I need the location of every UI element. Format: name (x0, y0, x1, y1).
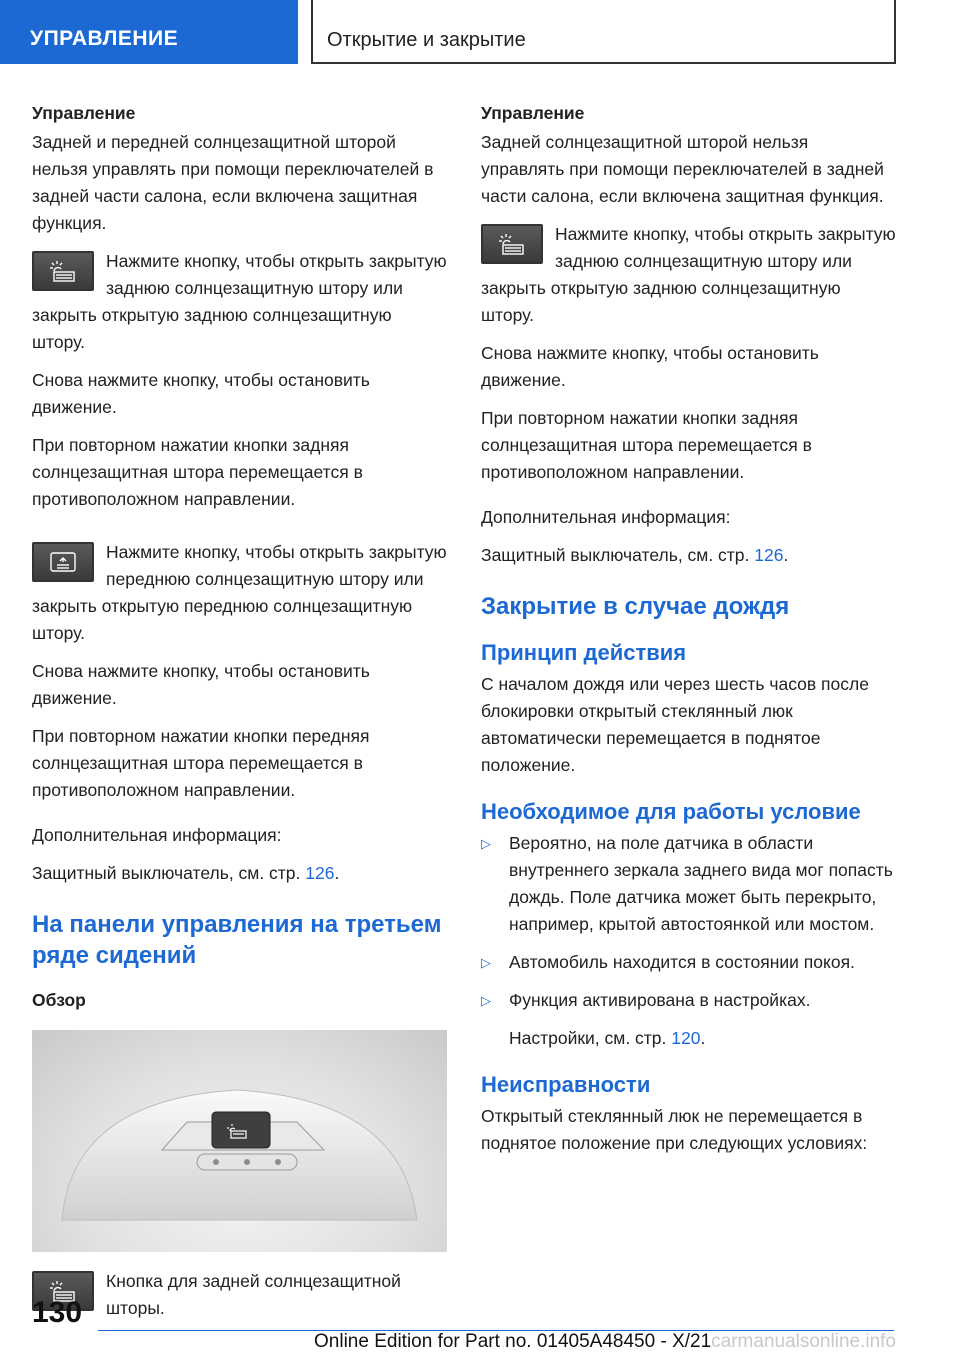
rain-closing-heading: Закрытие в случае дождя (481, 593, 790, 620)
more-info-label-right: Дополнительная информация: (481, 507, 731, 527)
rear-shade-text: Нажмите кнопку, чтобы открыть закрытую заднюю солнцезащитную штору или закрыть открытую заднюю солнцезащитную штору. (32, 251, 447, 352)
rear-reverse-text: При повторном нажатии кнопки задняя солнцезащитная штора перемещается в противоположном направлении. (32, 435, 363, 509)
triangle-bullet-icon: ▷ (481, 955, 491, 970)
faults-text: Открытый стеклянный люк не перемещается в поднятое положение при следующих условиях: (481, 1106, 868, 1153)
rear-sunshade-icon-right (481, 224, 543, 264)
page-link-126[interactable]: 126 (305, 863, 335, 883)
principle-heading: Принцип действия (481, 640, 687, 665)
rear-stop-text: Снова нажмите кнопку, чтобы остановить движение. (32, 370, 370, 417)
safety-ref-text: Защитный выключатель, см. стр. (32, 863, 306, 883)
front-shade-text: Нажмите кнопку, чтобы открыть закрытую переднюю солнцезащитную штору или закрыть открытую переднюю солнцезащитную штору. (32, 542, 447, 643)
stop-text-right: Снова нажмите кнопку, чтобы остановить движение. (481, 343, 819, 390)
rear-shade-instruction-right (481, 221, 896, 329)
rear-shade-text-right: Нажмите кнопку, чтобы открыть закрытую заднюю солнцезащитную штору или закрыть открытую заднюю солнцезащитную штору. (481, 224, 896, 325)
footer (0, 1331, 896, 1353)
condition-text: Функция активирована в настройках. (509, 990, 811, 1010)
triangle-bullet-icon: ▷ (481, 836, 491, 851)
control-heading: Управление (32, 103, 136, 123)
principle-text: С началом дождя или через шесть часов после блокировки открытый стеклянный люк автоматически перемещается в поднятое положение. (481, 674, 869, 775)
list-item (481, 987, 896, 1014)
chapter-header (311, 0, 896, 64)
condition-text: Автомобиль находится в состоянии покоя. (509, 952, 855, 972)
control-heading-right: Управление (481, 103, 585, 123)
safety-switch-ref: Защитный выключатель, см. стр. 126. (32, 863, 340, 883)
control-panel-illustration (32, 1030, 447, 1252)
overview-heading: Обзор (32, 990, 86, 1010)
faults-heading: Неисправности (481, 1072, 651, 1097)
caption-text: Кнопка для задней солнцезащитной шторы. (106, 1271, 401, 1318)
front-reverse-text: При повторном нажатии кнопки передняя солнцезащитная штора перемещается в противоположном направлении. (32, 726, 370, 800)
section-title: УПРАВЛЕНИЕ (30, 27, 179, 50)
list-item (481, 949, 896, 976)
section-tab (0, 0, 298, 64)
condition-text: Вероятно, на поле датчика в области внутреннего зеркала заднего вида мог попасть дождь. Поле датчика может быть перекрыто, например, крытой автостоянкой или мостом. (509, 833, 893, 934)
watermark: carmanualsonline.info (711, 1331, 896, 1352)
page-link-120[interactable]: 120 (671, 1028, 701, 1048)
condition-list (481, 830, 896, 1014)
third-row-heading: На панели управления на третьем ряде сидений (32, 911, 442, 969)
condition-heading: Необходимое для работы условие (481, 799, 861, 824)
right-column (481, 100, 896, 1168)
caption-block (32, 1268, 448, 1322)
control-panel-photo (32, 1030, 447, 1252)
front-stop-text: Снова нажмите кнопку, чтобы остановить движение. (32, 661, 370, 708)
reverse-text-right: При повторном нажатии кнопки задняя солнцезащитная штора перемещается в противоположном направлении. (481, 408, 812, 482)
page-link-126-right[interactable]: 126 (754, 545, 784, 565)
rear-shade-instruction (32, 248, 448, 356)
rear-sunshade-icon (32, 251, 94, 291)
intro-text: Задней и передней солнцезащитной шторой нельзя управлять при помощи переключателей в задней части салона, если включена защитная функция. (32, 132, 434, 233)
safety-switch-ref-right: Защитный выключатель, см. стр. 126. (481, 545, 789, 565)
front-shade-instruction (32, 539, 448, 647)
settings-ref: Настройки, см. стр. 120. (509, 1028, 706, 1048)
edition-text: Online Edition for Part no. 01405A48450 - X/21 (314, 1331, 712, 1352)
page-number: 130 (32, 1296, 83, 1329)
more-info-label: Дополнительная информация: (32, 825, 282, 845)
list-item (481, 830, 896, 938)
chapter-title: Открытие и закрытие (327, 29, 526, 51)
triangle-bullet-icon: ▷ (481, 993, 491, 1008)
settings-ref-text: Настройки, см. стр. (509, 1028, 672, 1048)
front-sunshade-icon (32, 542, 94, 582)
intro-text-right: Задней солнцезащитной шторой нельзя управлять при помощи переключателей в задней части салона, если включена защитная функция. (481, 132, 884, 206)
left-column (32, 100, 448, 1333)
safety-ref-text-right: Защитный выключатель, см. стр. (481, 545, 755, 565)
